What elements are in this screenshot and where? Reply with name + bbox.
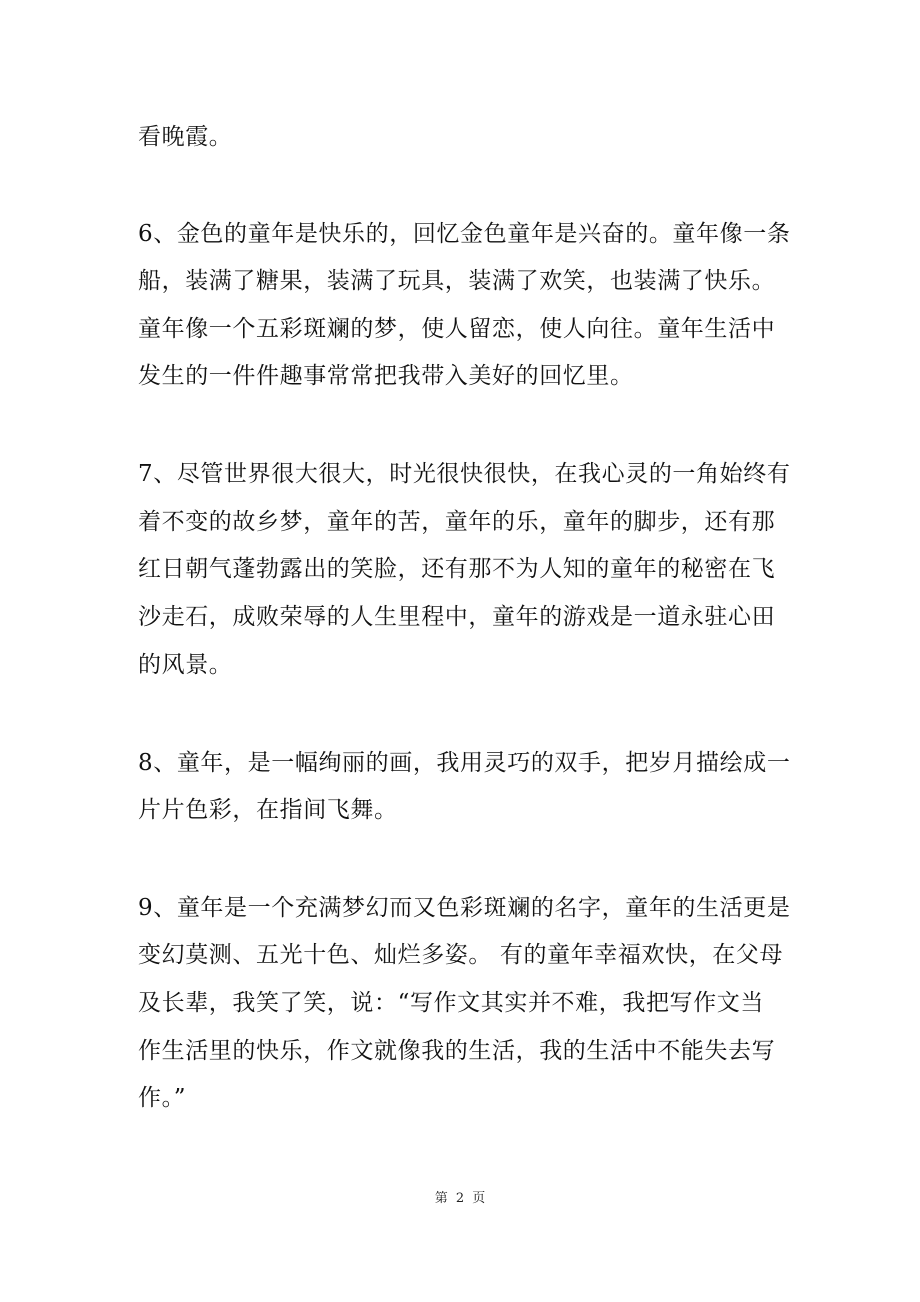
- page-footer: [0, 1190, 920, 1208]
- paragraph-line: 6、金色的童年是快乐的，回忆金色童年是兴奋的。童年像一条: [138, 221, 791, 247]
- paragraph-line: 7、尽管世界很大很大，时光很快很快，在我心灵的一角始终有: [138, 461, 791, 487]
- paragraph-line: 片片色彩，在指间飞舞。: [138, 797, 398, 823]
- paragraph-line: 看晚霞。: [138, 124, 233, 150]
- paragraph-line: 的风景。: [138, 652, 233, 678]
- paragraph-line: 作生活里的快乐，作文就像我的生活，我的生活中不能失去写: [138, 1038, 776, 1064]
- paragraph-line: 着不变的故乡梦，童年的苦，童年的乐，童年的脚步，还有那: [138, 509, 776, 535]
- paragraph-line: 船，装满了糖果，装满了玩具，装满了欢笑，也装满了快乐。: [138, 268, 776, 294]
- paragraph-line: 沙走石，成败荣辱的人生里程中，童年的游戏是一道永驻心田: [138, 604, 776, 630]
- page-number: 2: [455, 1191, 465, 1206]
- paragraph-line: 及长辈，我笑了笑，说：“写作文其实并不难，我把写作文当: [138, 990, 764, 1016]
- page-label-prefix: 第: [434, 1191, 448, 1206]
- page-label-suffix: 页: [472, 1191, 486, 1206]
- paragraph-line: 变幻莫测、五光十色、灿烂多姿。 有的童年幸福欢快，在父母: [138, 942, 784, 968]
- paragraph-line: 9、童年是一个充满梦幻而又色彩斑斓的名字，童年的生活更是: [138, 895, 791, 921]
- paragraph-line: 作。”: [138, 1085, 187, 1111]
- paragraph-line: 8、童年，是一幅绚丽的画，我用灵巧的双手，把岁月描绘成一: [138, 750, 791, 776]
- paragraph-line: 发生的一件件趣事常常把我带入美好的回忆里。: [138, 363, 634, 389]
- paragraph-line: 童年像一个五彩斑斓的梦，使人留恋，使人向往。童年生活中: [138, 316, 776, 342]
- paragraph-line: 红日朝气蓬勃露出的笑脸，还有那不为人知的童年的秘密在飞: [138, 556, 776, 582]
